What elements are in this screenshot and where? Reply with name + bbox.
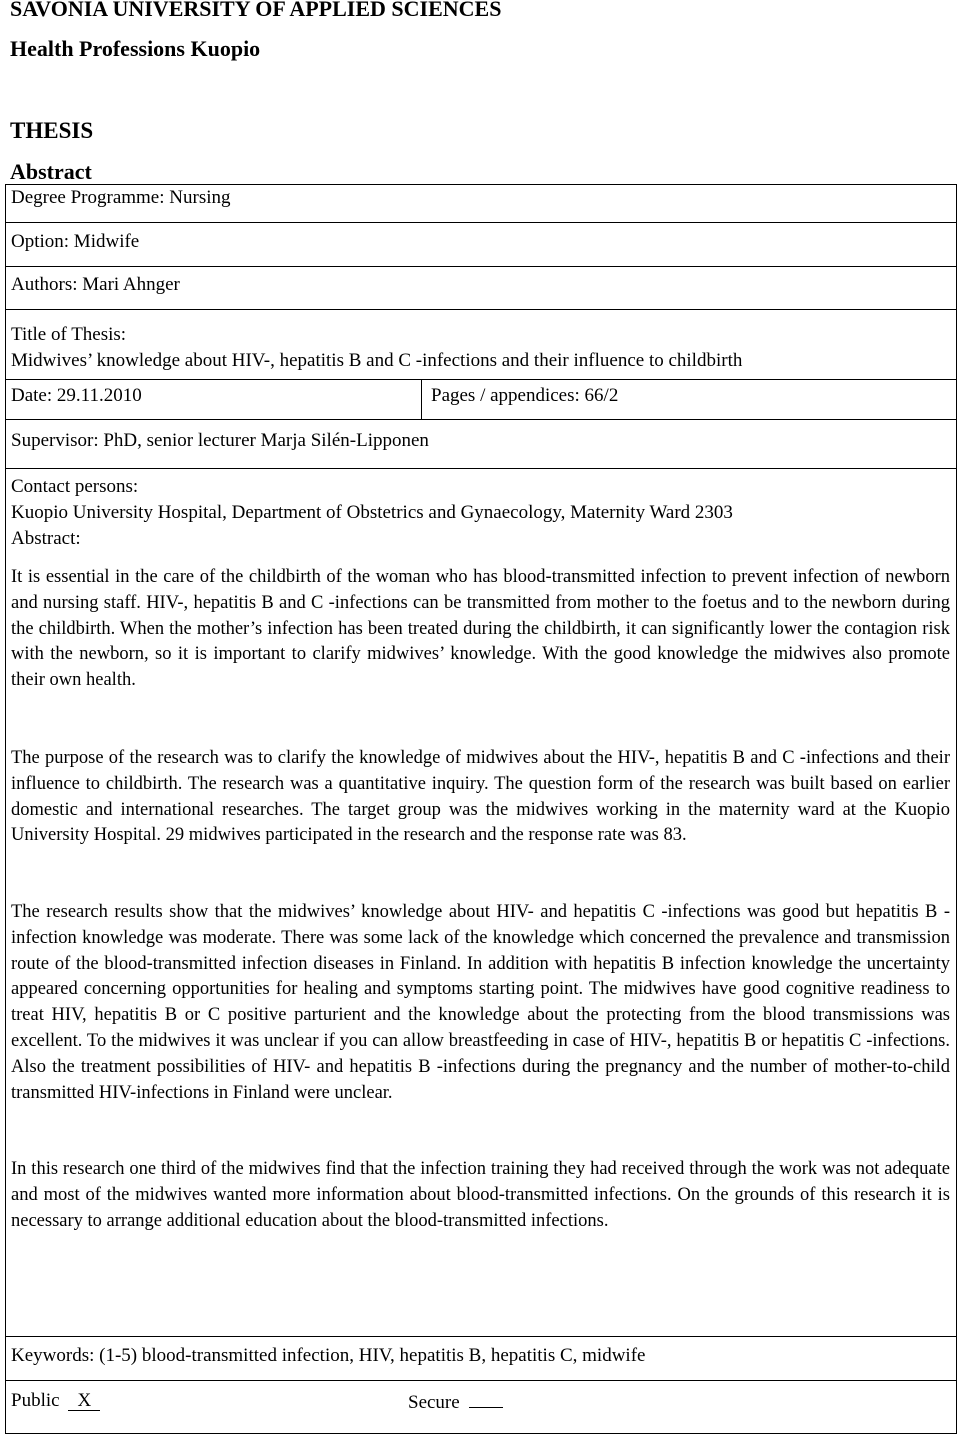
- row-divider: [6, 266, 956, 267]
- thesis-title-label: Title of Thesis:: [11, 324, 127, 345]
- document-type: THESIS: [10, 118, 94, 143]
- contact-persons-label: Contact persons:: [11, 476, 139, 497]
- row-divider: [6, 309, 956, 310]
- public-label: Public: [11, 1390, 60, 1411]
- public-field: [11, 1390, 100, 1412]
- abstract-label: Abstract:: [11, 528, 81, 549]
- section-title: Abstract: [10, 159, 92, 184]
- secure-field: [408, 1390, 503, 1414]
- pages-field: Pages / appendices: 66/2: [431, 385, 619, 406]
- degree-programme: Degree Programme: Nursing: [11, 187, 231, 208]
- supervisor-field: Supervisor: PhD, senior lecturer Marja Silén-Lipponen: [11, 430, 429, 451]
- thesis-title-value: Midwives’ knowledge about HIV-, hepatitis B and C -infections and their influence to childbirth: [11, 350, 743, 371]
- secure-blank: [469, 1390, 503, 1408]
- row-divider: [6, 379, 956, 380]
- row-divider: [6, 1380, 956, 1381]
- contact-persons-value: Kuopio University Hospital, Department of Obstetrics and Gynaecology, Maternity Ward 2303: [11, 502, 733, 523]
- row-divider: [6, 419, 956, 420]
- faculty-name: Health Professions Kuopio: [10, 36, 261, 61]
- option-field: Option: Midwife: [11, 231, 140, 252]
- abstract-paragraph-1: It is essential in the care of the childbirth of the woman who has blood-transmitted infection to prevent infection of newborn and nursing staff. HIV-, hepatitis B and C -infections can be transmitted from mother to the foetus and to the newborn during the childbirth. When the mother’s infection has been treated during the childbirth, it can significantly lower the contagion risk with the newborn, so it is important to clarify midwives’ knowledge. With the good knowledge the midwives also promote their own health.: [11, 567, 950, 691]
- date-field: Date: 29.11.2010: [11, 385, 142, 406]
- row-divider: [6, 1336, 956, 1337]
- column-divider: [421, 379, 422, 419]
- university-name: SAVONIA UNIVERSITY OF APPLIED SCIENCES: [10, 0, 502, 21]
- abstract-form: [5, 184, 957, 1434]
- public-mark: X: [68, 1392, 100, 1411]
- abstract-paragraph-2: The purpose of the research was to clarify the knowledge of midwives about the HIV-, hepatitis B and C -infections and their influence to childbirth. The research was a quantitative inquiry. The question form of the research was built based on earlier domestic and international researches. The target group was the midwives working in the maternity ward at the Kuopio University Hospital. 29 midwives participated in the research and the response rate was 83.: [11, 748, 950, 846]
- abstract-paragraph-3: The research results show that the midwives’ knowledge about HIV- and hepatitis C -infections was good but hepatitis B -infection knowledge was moderate. There was some lack of the knowledge which concerned the prevalence and transmission route of the blood-transmitted infection diseases in Finland. In addition with hepatitis B infection knowledge the uncertainty appeared concerning opportunities for healing and symptoms starting point. The midwives have good cognitive readiness to treat HIV, hepatitis B or C positive parturient and the knowledge about the protecting from the blood transmissions was excellent. To the midwives it was unclear if you can allow breastfeeding in case of HIV-, hepatitis B or hepatitis C -infections. Also the treatment possibilities of HIV- and hepatitis B -infections during the pregnancy and the number of mother-to-child transmitted HIV-infections in Finland were unclear.: [11, 902, 950, 1103]
- authors-field: Authors: Mari Ahnger: [11, 274, 180, 295]
- row-divider: [6, 468, 956, 469]
- abstract-paragraph-4: In this research one third of the midwives find that the infection training they had received through the work was not adequate and most of the midwives wanted more information about blood-transmitted infections. On the grounds of this research it is necessary to arrange additional education about the blood-transmitted infections.: [11, 1159, 950, 1231]
- secure-label: Secure: [408, 1392, 460, 1413]
- keywords-field: Keywords: (1-5) blood-transmitted infection, HIV, hepatitis B, hepatitis C, midwife: [11, 1345, 646, 1366]
- row-divider: [6, 222, 956, 223]
